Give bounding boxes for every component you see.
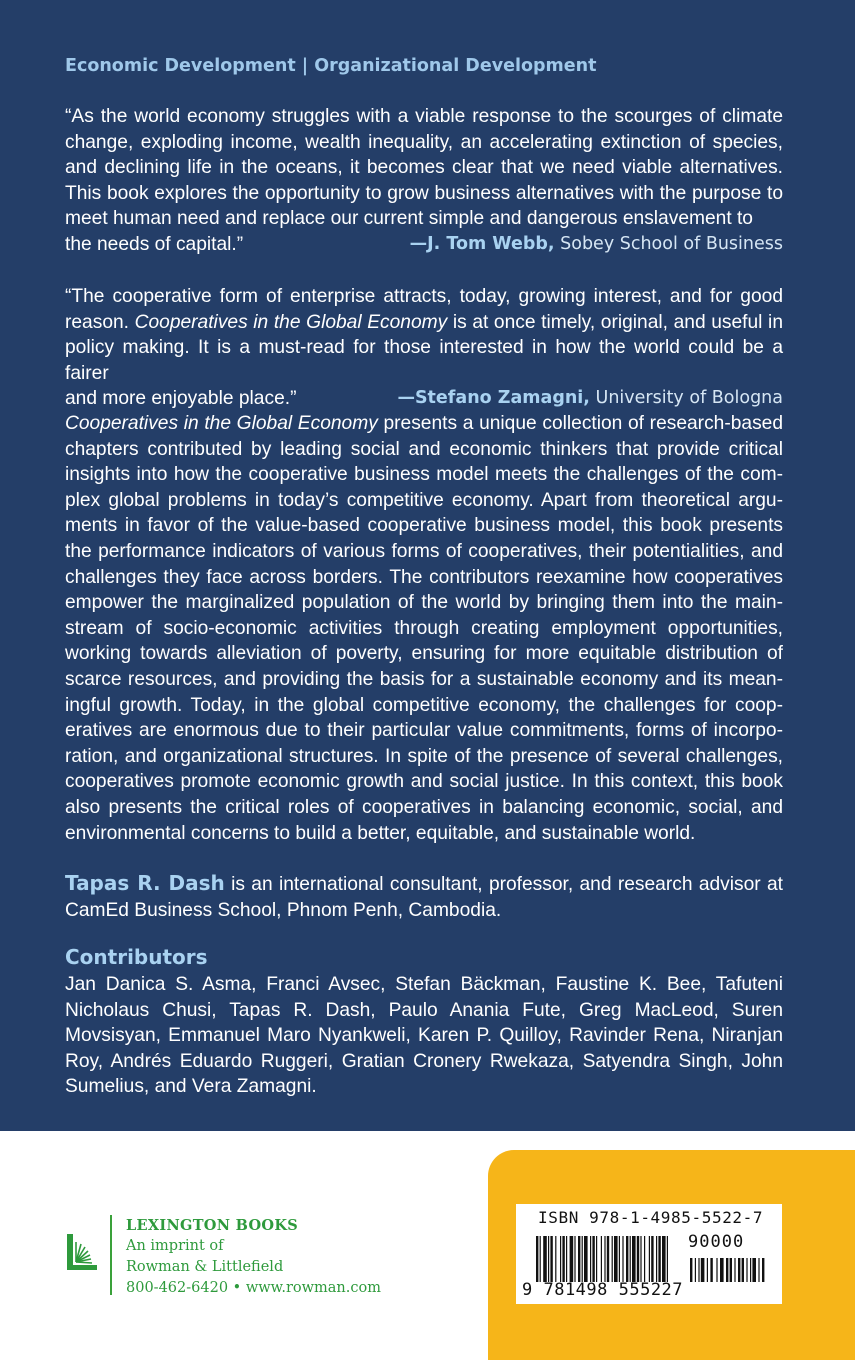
barcode-bar: [630, 1236, 631, 1282]
publisher-contact: 800-462-6420 • www.rowman.com: [126, 1280, 381, 1296]
quote-text: “The cooperative form of enterprise attracts, today, growing interest, and for good reason.: [65, 286, 783, 333]
barcode-addon-bar: [707, 1258, 708, 1282]
barcode-bar: [640, 1236, 641, 1282]
quote-author: —J. Tom Webb,: [409, 233, 555, 254]
barcode-addon-bar: [730, 1258, 732, 1282]
barcode-addon-bar: [716, 1258, 717, 1282]
barcode-bar: [607, 1236, 609, 1282]
barcode-addon-bar: [746, 1258, 747, 1282]
barcode-bar: [614, 1236, 618, 1282]
barcode-addon-bar: [698, 1258, 699, 1282]
barcode-addon-bar: [726, 1258, 728, 1282]
author-bio: [65, 871, 783, 923]
barcode-bar: [601, 1236, 602, 1282]
book-description: [65, 411, 783, 846]
publisher-info: [126, 1215, 381, 1299]
barcode-bar: [548, 1236, 549, 1282]
isbn-text: ISBN 978-1-4985-5522-7: [538, 1208, 764, 1227]
barcode-addon-bar: [710, 1258, 712, 1282]
quote-affiliation: University of Bologna: [589, 388, 783, 409]
quote-text: is at once timely, original, and useful in policy making. It is a must-read for those interested in how the world could be a fairer: [65, 311, 783, 384]
book-title: Cooperatives in the Global Economy: [65, 413, 378, 434]
barcode-bar: [536, 1236, 538, 1282]
barcode-bar: [667, 1236, 668, 1282]
author-name: Tapas R. Dash: [65, 871, 225, 895]
publisher-name: LEXINGTON BOOKS: [126, 1217, 299, 1234]
endorsement-quote-webb: [65, 104, 783, 258]
publisher-parent: Rowman & Littlefield: [126, 1259, 284, 1275]
barcode-bar: [644, 1236, 645, 1282]
barcode-addon-bar: [758, 1258, 759, 1282]
barcode-bar: [632, 1236, 636, 1282]
publisher-imprint-line: An imprint of: [126, 1238, 224, 1254]
quote-author: —Stefano Zamagni,: [397, 388, 590, 409]
barcode-bar: [662, 1236, 666, 1282]
barcode-bar: [555, 1236, 556, 1282]
barcode-addon-bar: [720, 1258, 724, 1282]
quote-text-last: and more enjoyable place.”: [65, 388, 297, 410]
barcode-bar: [550, 1236, 552, 1282]
barcode-bar: [626, 1236, 628, 1282]
quote-affiliation: Sobey School of Business: [554, 233, 783, 254]
category-label: Economic Development | Organizational Development: [65, 56, 597, 76]
barcode-addon-bar: [701, 1258, 705, 1282]
isbn-barcode: [516, 1204, 782, 1304]
publisher-divider: [110, 1215, 112, 1295]
barcode-addon-bar: [695, 1258, 696, 1282]
barcode-bar: [543, 1236, 547, 1282]
barcode-bar: [651, 1236, 653, 1282]
barcode-bar: [562, 1236, 564, 1282]
book-title: Cooperatives in the Global Economy: [134, 311, 448, 333]
barcode-addon-bar: [752, 1258, 756, 1282]
barcode-digits: 9 781498 555227: [522, 1280, 684, 1300]
contributors-list: Jan Danica S. Asma, Franci Avsec, Stefan Bäckman, Faustine K. Bee, Tafuteni Nicholaus Chusi, Tapas R. Dash, Paulo Anania Fute, Greg MacLeod, Suren Movsisyan, Emmanuel Maro Nyankweli, Karen P. Quilloy, Ravinder Rena, Niranjan Roy, Andrés Eduardo Ruggeri, Gratian Cronery Rwekaza, Satyendra Singh, John Sumelius, and Vera Zamagni.: [65, 974, 783, 1098]
barcode-bar: [637, 1236, 639, 1282]
barcode-bar: [590, 1236, 591, 1282]
barcode-addon-bar: [750, 1258, 751, 1282]
barcode-addon-bar: [738, 1258, 740, 1282]
barcode-bar: [540, 1236, 541, 1282]
barcode-bar: [649, 1236, 650, 1282]
barcode-bar: [584, 1236, 588, 1282]
barcode-bar: [574, 1236, 575, 1282]
barcode-addon-bar: [762, 1258, 764, 1282]
barcode-bar: [619, 1236, 620, 1282]
barcode-addon-bar: [742, 1258, 744, 1282]
barcode-bar: [592, 1236, 594, 1282]
barcode-addon-bar: [690, 1258, 692, 1282]
barcode-addon-digits: 90000: [688, 1232, 745, 1252]
barcode-addon-bar: [734, 1258, 735, 1282]
barcode-bar: [604, 1236, 605, 1282]
barcode-bar: [656, 1236, 657, 1282]
quote-attribution: [397, 386, 783, 412]
barcode-bar: [560, 1236, 561, 1282]
quote-attribution: [410, 232, 783, 258]
barcode-bar: [578, 1236, 580, 1282]
barcode-bar: [566, 1236, 567, 1282]
quote-text-last: the needs of capital.”: [65, 233, 244, 255]
barcode-bar: [612, 1236, 613, 1282]
contributors-heading: Contributors: [65, 945, 208, 969]
barcode-bar: [582, 1236, 583, 1282]
lexington-logo-icon: [66, 1232, 98, 1272]
description-text: presents a unique collection of research-based chapters contributed by leading social and economic thinkers that provide critical insights into how the cooperative business model meets the challenges of the complex global problems in today’s competitive economy. Apart from theoretical arguments in favor of the value-based cooperative business model, this book presents the performance indicators of various forms of cooperatives, their potentialities, and challenges they face across borders. The contributors reexamine how cooperatives empower the marginalized population of the world by bringing them into the mainstream of socio-economic activities through creating employment opportunities, working towards alleviation of poverty, ensuring for more equitable distribution of scarce resources, and providing the basis for a sustainable economy and its meaningful growth. Today, in the global competitive economy, the challenges for cooperatives are enormous due to their particular value commitments, forms of incorporation, and organizational structures. In spite of the presence of several challenges, cooperatives promote economic growth and social justice. In this context, this book also presents the critical roles of cooperatives in balancing economic, social, and environmental concerns to build a better, equitable, and sustainable world.: [65, 413, 784, 844]
barcode-bar: [596, 1236, 597, 1282]
barcode-bar: [622, 1236, 623, 1282]
quote-text: “As the world economy struggles with a viable response to the scourges of climate change, exploding income, wealth inequality, an accelerating extinction of species, and declining life in the oceans, it becomes clear that we need viable alternatives. This book explores the opportunity to grow business alternatives with the purpose to meet human need and replace our current simple and dangerous enslavement to: [65, 106, 783, 230]
endorsement-quote-zamagni: [65, 284, 783, 412]
author-bio-text: is an international consultant, professor, and research advisor at CamEd Business School, Phnom Penh, Cambodia.: [65, 874, 783, 921]
barcode-bar: [570, 1236, 574, 1282]
barcode-bar: [658, 1236, 660, 1282]
